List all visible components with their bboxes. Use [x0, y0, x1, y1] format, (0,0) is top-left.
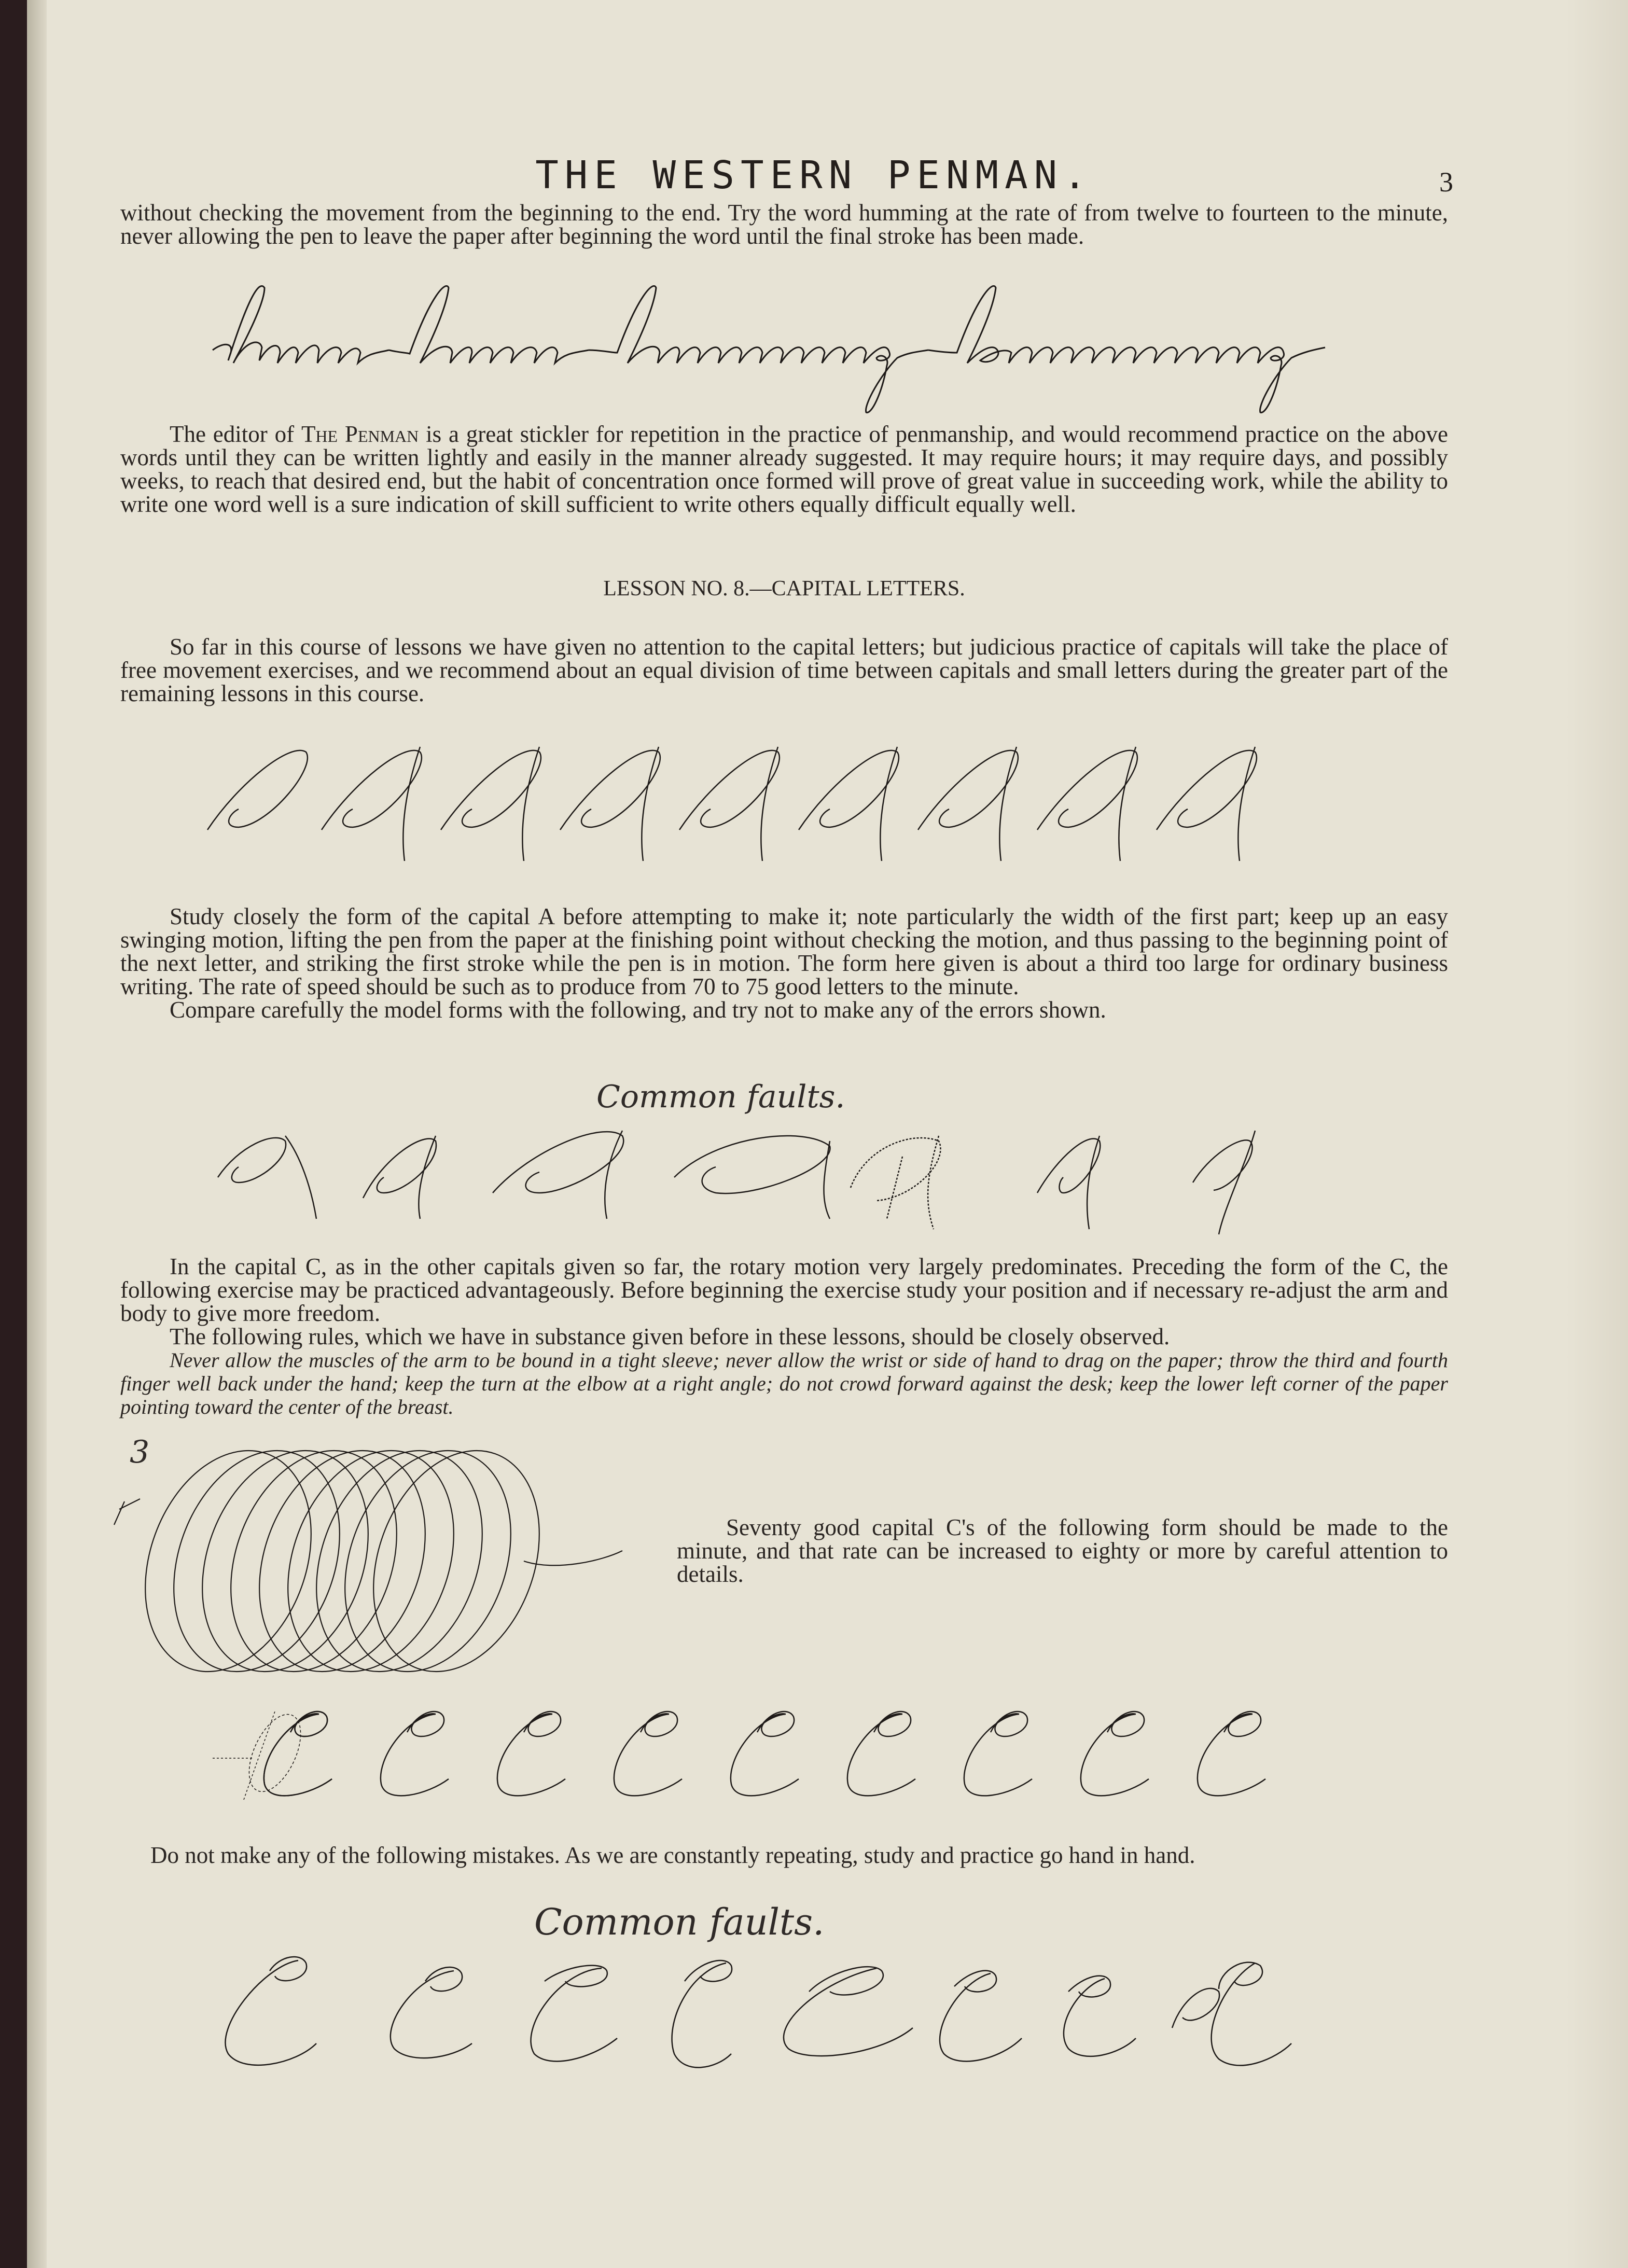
capital-a-model-row — [197, 736, 1390, 892]
editor-note: The editor of The Penman is a great stickler for repetition in the practice of penmanship, and would recommend practice on the above words until they can be written lightly and easily in the manner already suggested. It may require hours; it may require days, and possibly weeks, to reach that desired end, but the habit of concentration once formed will prove of great value in succeeding work, while the ability to write one word well is a sure indication of skill sufficient to write others equally difficult equally well. — [120, 421, 1448, 517]
exercise-label: 3 — [130, 1434, 150, 1470]
lesson-intro: So far in this course of lessons we have given no attention to the capital letters; but judicious practice of capitals will take the place of free movement exercises, and we recommend about an equal division of time between capitals and small letters during the greater part of the remaining lessons in this course. — [120, 634, 1448, 706]
capital-c-faults-row — [207, 1950, 1400, 2085]
seventy-paragraph: Seventy good capital C's of the following form should be made to the minute, and that rate can be increased to eighty or more by careful attention to details. — [677, 1514, 1448, 1587]
intro-paragraph: without checking the movement from the beginning to the end. Try the word humming at the rate of from twelve to fourteen to the minute, never allowing the pen to leave the paper after beginning the word until the final stroke has been made. — [120, 200, 1448, 249]
capital-a-faults-row — [207, 1115, 1400, 1250]
rules-italic: Never allow the muscles of the arm to be bound in a tight sleeve; never allow the wrist or side of hand to drag on the paper; throw the third and fourth finger well back under the hand; keep the turn at the elbow at a right angle; do not crowd forward against the desk; keep the lower left corner of the paper pointing toward the center of the breast. — [120, 1348, 1448, 1418]
common-faults-label-2: Common faults. — [534, 1901, 825, 1943]
page-edge-shadow — [1566, 0, 1628, 2268]
oval-exercise — [109, 1452, 653, 1680]
common-faults-label-1: Common faults. — [596, 1079, 845, 1115]
page-number: 3 — [1439, 166, 1453, 198]
binding-spine — [0, 0, 27, 2268]
study-a-paragraph: Study closely the form of the capital A before attempting to make it; note particularly the width of the first part; keep up an easy swinging motion, lifting the pen from the paper at the finishing point without checking the motion, and thus passing to the beginning point of the next letter, and striking the first stroke while the pen is in motion. The form here given is about a third too large for ordinary business writing. The rate of speed should be such as to produce from 70 to 75 good letters to the minute. Compare carefully the model forms with the following, and try not to make any of the errors shown. — [120, 903, 1448, 1023]
script-words-hum-bum — [202, 275, 1406, 430]
running-header: THE WESTERN PENMAN. — [535, 153, 1093, 198]
mistakes-paragraph: Do not make any of the following mistakes. As we are constantly repeating, study and practice go hand in hand. — [150, 1842, 1195, 1868]
binding-edge — [27, 0, 47, 2268]
capital-c-model-row — [207, 1701, 1348, 1820]
capital-c-paragraph: In the capital C, as in the other capitals given so far, the rotary motion very largely predominates. Preceding the form of the C, the following exercise may be practiced advantageously. Before beginning the exercise study your position and if necessary re-adjust the arm and body to give more freedom. The following rules, which we have in substance given before in these lessons, should be closely observed. Never allow the muscles of the arm to be bound in a tight sleeve; never allow the wrist or side of hand to drag on the paper; throw the third and fourth finger well back under the hand; keep the turn at the elbow at a right angle; do not crowd forward against the desk; keep the lower left corner of the paper pointing toward the center of the breast. — [120, 1254, 1448, 1418]
lesson-title: LESSON NO. 8.—CAPITAL LETTERS. — [603, 577, 965, 601]
publication-name: The Penman — [301, 421, 419, 447]
